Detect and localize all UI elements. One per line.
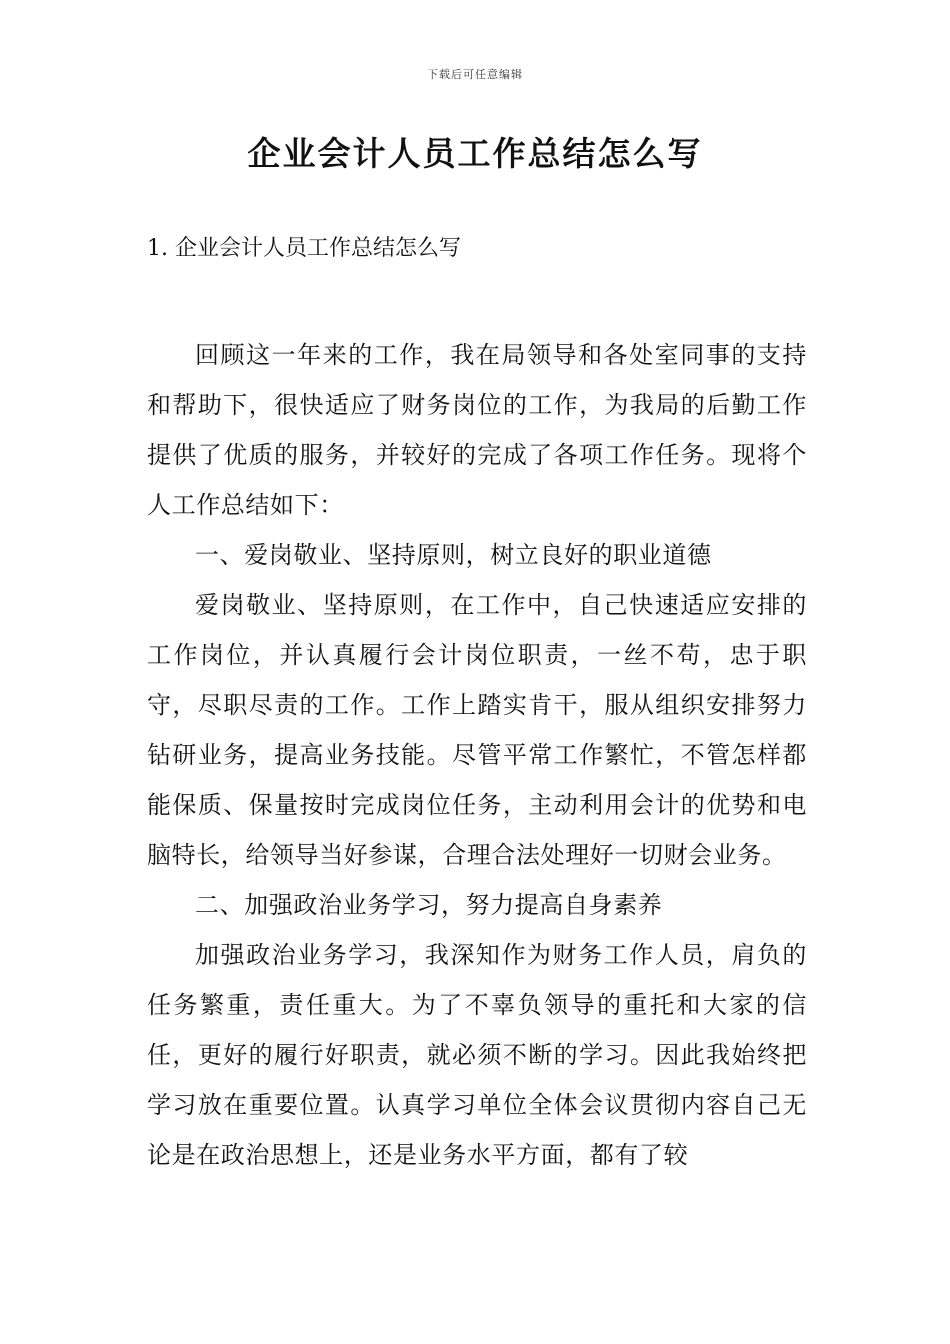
section-heading: 1. 企业会计人员工作总结怎么写 [147,236,461,261]
subheading-2: 二、加强政治业务学习，努力提高自身素养 [195,891,663,919]
paragraph-intro: 回顾这一年来的工作，我在局领导和各处室同事的支持和帮助下，很快适应了财务岗位的工作，为我局的后勤工作提供了优质的服务，并较好的完成了各项工作任务。现将个人工作总结如下： [147,341,807,519]
paragraph-1: 爱岗敬业、坚持原则，在工作中，自己快速适应安排的工作岗位，并认真履行会计岗位职责，一丝不苟，忠于职守，尽职尽责的工作。工作上踏实肯干，服从组织安排努力钻研业务，提高业务技能。尽管平常工作繁忙，不管怎样都能保质、保量按时完成岗位任务，主动利用会计的优势和电脑特长，给领导当好参谋，合理合法处理好一切财会业务。 [147,591,807,869]
header-note: 下载后可任意编辑 [427,68,523,81]
document-body [147,330,807,1180]
subheading-1: 一、爱岗敬业、坚持原则，树立良好的职业道德 [195,541,712,569]
paragraph-2: 加强政治业务学习，我深知作为财务工作人员，肩负的任务繁重，责任重大。为了不辜负领导的重托和大家的信任，更好的履行好职责，就必须不断的学习。因此我始终把学习放在重要位置。认真学习单位全体会议贯彻内容自己无论是在政治思想上，还是业务水平方面，都有了较 [147,941,807,1169]
document-title: 企业会计人员工作总结怎么写 [247,134,703,173]
